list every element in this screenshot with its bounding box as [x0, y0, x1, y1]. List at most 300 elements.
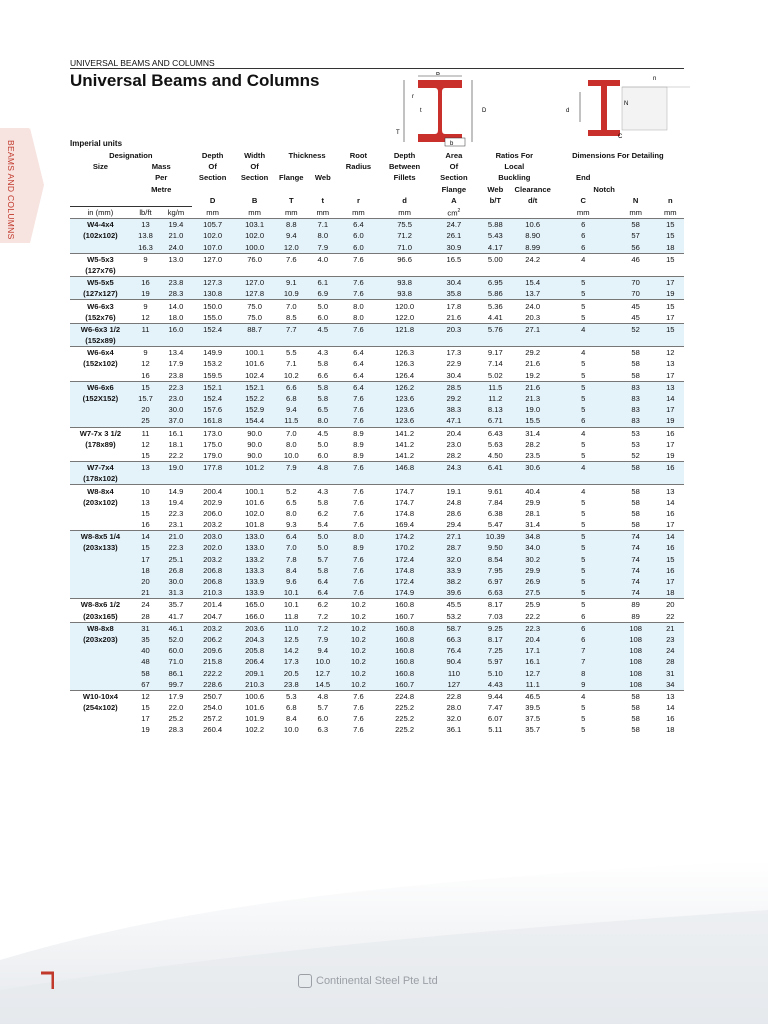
- designation-cell: [70, 565, 131, 576]
- designation-cell: W7-7x 3 1/2: [70, 427, 131, 439]
- value-cell: 30.6: [514, 462, 552, 474]
- value-cell: 86.1: [160, 667, 191, 678]
- value-cell: 71.0: [378, 242, 430, 254]
- value-cell: 25: [131, 415, 160, 427]
- value-cell: 74: [615, 554, 657, 565]
- designation-cell: [70, 656, 131, 667]
- value-cell: 215.8: [192, 656, 234, 667]
- value-cell: 5: [552, 288, 615, 300]
- value-cell: 206.8: [192, 565, 234, 576]
- value-cell: 102.0: [192, 230, 234, 241]
- table-row: [70, 656, 684, 667]
- value-cell: 206.2: [192, 634, 234, 645]
- value-cell: 166.0: [245, 611, 265, 621]
- value-cell: 58: [631, 714, 640, 724]
- value-cell: 8.8: [276, 219, 307, 231]
- value-cell: 210.3: [192, 587, 234, 599]
- value-cell: 16: [666, 508, 675, 518]
- value-cell: 23.8: [276, 679, 307, 691]
- value-cell: 10.1: [276, 587, 307, 599]
- value-cell: 24.3: [431, 462, 477, 474]
- value-cell: 9.25: [477, 622, 514, 634]
- value-cell: 15: [657, 300, 684, 312]
- value-cell: 7.6: [339, 690, 379, 702]
- value-cell: 29.9: [514, 565, 552, 576]
- value-cell: 8.0: [286, 439, 297, 449]
- value-cell: 153.2: [203, 359, 223, 369]
- value-cell: 6: [552, 219, 615, 231]
- table-row: [70, 679, 684, 691]
- value-cell: 11.5: [276, 415, 307, 427]
- value-cell: 7.6: [353, 714, 364, 724]
- value-cell: 224.8: [378, 690, 430, 702]
- table-row: [70, 288, 684, 300]
- value-cell: 38.3: [431, 404, 477, 415]
- value-cell: 10.0: [283, 450, 299, 460]
- value-cell: 173.0: [192, 427, 234, 439]
- value-cell: 101.6: [245, 359, 265, 369]
- value-cell: 70: [615, 288, 657, 300]
- value-cell: 14.0: [160, 300, 191, 312]
- dim-D-label: D: [482, 108, 487, 114]
- value-cell: 150.0: [192, 300, 234, 312]
- value-cell: 11: [131, 427, 160, 439]
- unit-cell: mm: [316, 207, 330, 217]
- value-cell: 53.2: [446, 611, 462, 621]
- value-cell: 9.50: [477, 542, 514, 553]
- value-cell: 5: [581, 439, 586, 449]
- value-cell: 108: [615, 634, 657, 645]
- value-cell: 30.9: [431, 242, 477, 254]
- value-cell: 152.1: [234, 381, 276, 393]
- value-cell: 89: [631, 611, 640, 621]
- symbol-cell: r: [356, 196, 360, 206]
- value-cell: 101.6: [245, 703, 265, 713]
- header-cell: Dimensions For Detailing: [572, 151, 664, 161]
- value-cell: 14.5: [307, 679, 338, 691]
- value-cell: [657, 335, 684, 347]
- value-cell: 7.6: [339, 554, 379, 565]
- value-cell: [514, 335, 552, 347]
- header-cell: Web: [314, 173, 331, 183]
- value-cell: 7.0: [276, 427, 307, 439]
- value-cell: 5.43: [477, 230, 514, 241]
- value-cell: 17: [666, 439, 675, 449]
- value-cell: 22.9: [446, 359, 462, 369]
- value-cell: 83: [615, 404, 657, 415]
- value-cell: 14: [657, 531, 684, 543]
- header-cell: Flange: [279, 173, 304, 183]
- value-cell: 99.7: [160, 679, 191, 691]
- value-cell: 160.8: [378, 599, 430, 611]
- symbol-cell: t: [321, 196, 325, 206]
- value-cell: 4: [552, 427, 615, 439]
- value-cell: 6.0: [317, 312, 329, 322]
- header-row-3: [70, 172, 684, 183]
- table-row: [70, 508, 684, 519]
- table-row: [70, 462, 684, 474]
- value-cell: 29.9: [525, 497, 541, 507]
- value-cell: 152.9: [234, 404, 276, 415]
- header-cell: Notch: [593, 184, 615, 194]
- value-cell: 4.8: [307, 690, 338, 702]
- value-cell: 17: [657, 277, 684, 289]
- value-cell: 5.8: [307, 381, 338, 393]
- value-cell: 16: [131, 277, 160, 289]
- value-cell: 23: [657, 634, 684, 645]
- header-cell: Metre: [151, 184, 172, 194]
- value-cell: 5.3: [276, 690, 307, 702]
- value-cell: 8.90: [514, 230, 552, 241]
- value-cell: 40.4: [514, 485, 552, 497]
- value-cell: 15: [657, 253, 684, 265]
- value-cell: 10.2: [339, 645, 379, 656]
- value-cell: 58: [631, 508, 640, 518]
- header-cell: Clearance: [514, 184, 551, 194]
- value-cell: 5.10: [477, 667, 514, 678]
- value-cell: 100.0: [234, 242, 276, 254]
- symbol-cell: N: [632, 196, 639, 206]
- table-row: [70, 542, 684, 553]
- value-cell: 83: [615, 393, 657, 404]
- value-cell: 9.44: [477, 690, 514, 702]
- value-cell: 16.0: [160, 323, 191, 335]
- value-cell: 4.50: [487, 450, 503, 460]
- value-cell: 206.8: [192, 576, 234, 587]
- value-cell: 10.2: [339, 656, 379, 667]
- value-cell: 29.2: [431, 393, 477, 404]
- i-beam-icon: [418, 80, 462, 142]
- value-cell: 5: [552, 300, 615, 312]
- value-cell: 34.0: [514, 542, 552, 553]
- page-corner-mark: [40, 970, 54, 990]
- table-row: [70, 485, 684, 497]
- running-header: UNIVERSAL BEAMS AND COLUMNS: [70, 58, 215, 68]
- value-cell: 177.8: [192, 462, 234, 474]
- value-cell: [192, 473, 234, 485]
- value-cell: 11: [131, 323, 160, 335]
- value-cell: 17: [666, 520, 675, 530]
- value-cell: 100.1: [234, 485, 276, 497]
- header-cell: Ratios For: [495, 151, 534, 161]
- value-cell: 13: [657, 485, 684, 497]
- value-cell: 6.63: [477, 587, 514, 599]
- value-cell: 9.4: [276, 230, 307, 241]
- value-cell: 4: [552, 485, 615, 497]
- value-cell: 7.6: [339, 576, 379, 587]
- value-cell: 8.9: [353, 450, 364, 460]
- value-cell: 5.36: [477, 300, 514, 312]
- value-cell: 123.6: [378, 393, 430, 404]
- value-cell: 8.0: [307, 230, 338, 241]
- value-cell: 5.02: [487, 370, 503, 380]
- unit-cell: mm: [352, 207, 365, 217]
- value-cell: 15: [657, 230, 684, 241]
- value-cell: 16: [657, 462, 684, 474]
- value-cell: 20: [131, 576, 160, 587]
- value-cell: 6.4: [276, 531, 307, 543]
- table-row: [70, 473, 684, 485]
- header-cell: Per: [155, 173, 168, 183]
- value-cell: 174.8: [395, 508, 415, 518]
- value-cell: 201.4: [192, 599, 234, 611]
- value-cell: 28.0: [446, 703, 462, 713]
- symbol-cell: d/t: [528, 196, 538, 206]
- value-cell: 6.97: [477, 576, 514, 587]
- value-cell: 225.2: [395, 725, 415, 735]
- table-row: [70, 576, 684, 587]
- designation-cell: (102x102): [70, 230, 131, 241]
- value-cell: 58: [631, 370, 640, 380]
- value-cell: 5: [552, 277, 615, 289]
- value-cell: [378, 265, 430, 277]
- value-cell: 40: [131, 645, 160, 656]
- value-cell: 58: [131, 667, 160, 678]
- value-cell: 58: [615, 219, 657, 231]
- header-cell: Section: [240, 173, 269, 183]
- value-cell: 19.2: [525, 370, 541, 380]
- value-cell: 70: [615, 277, 657, 289]
- value-cell: 7.2: [307, 622, 338, 634]
- value-cell: 225.2: [395, 703, 415, 713]
- header-cell: Section: [440, 173, 468, 183]
- designation-cell: W10-10x4: [70, 690, 131, 702]
- value-cell: 6.0: [317, 714, 329, 724]
- value-cell: [160, 335, 191, 347]
- value-cell: 19.0: [160, 462, 191, 474]
- value-cell: [552, 335, 615, 347]
- value-cell: 46.1: [160, 622, 191, 634]
- value-cell: 5: [552, 542, 615, 553]
- dim-N-label: N: [624, 101, 629, 107]
- value-cell: 12: [141, 439, 150, 449]
- header-cell: Thickness: [288, 151, 326, 161]
- symbol-cell: A: [451, 196, 457, 206]
- value-cell: 48: [131, 656, 160, 667]
- value-cell: 7.6: [339, 404, 379, 415]
- value-cell: 90.0: [247, 439, 262, 449]
- value-cell: 107.0: [192, 242, 234, 254]
- value-cell: 8: [552, 667, 615, 678]
- value-cell: 7.9: [307, 634, 338, 645]
- value-cell: 17.8: [431, 300, 477, 312]
- value-cell: 16.1: [160, 427, 191, 439]
- designation-cell: [70, 724, 131, 735]
- value-cell: 96.6: [378, 253, 430, 265]
- value-cell: 24: [131, 599, 160, 611]
- value-cell: 9.4: [307, 645, 338, 656]
- designation-cell: [70, 450, 131, 462]
- value-cell: 5: [552, 404, 615, 415]
- value-cell: 8.0: [339, 300, 379, 312]
- value-cell: 174.7: [395, 497, 415, 507]
- value-cell: 174.2: [378, 531, 430, 543]
- value-cell: 175.0: [203, 439, 223, 449]
- value-cell: 121.8: [378, 323, 430, 335]
- value-cell: [276, 335, 307, 347]
- dim-d-label: d: [566, 108, 570, 114]
- value-cell: 8.9: [339, 427, 379, 439]
- value-cell: 21.0: [160, 230, 191, 241]
- value-cell: 7.0: [276, 542, 307, 553]
- value-cell: 20.4: [431, 427, 477, 439]
- value-cell: 31.3: [160, 587, 191, 599]
- value-cell: [307, 335, 338, 347]
- value-cell: 160.8: [378, 622, 430, 634]
- value-cell: [234, 473, 276, 485]
- value-cell: 8.0: [339, 531, 379, 543]
- beam-section-diagram: [390, 72, 690, 152]
- value-cell: [477, 335, 514, 347]
- table-row: [70, 497, 684, 508]
- designation-cell: [70, 370, 131, 382]
- value-cell: 133.0: [234, 542, 276, 553]
- dim-T-label: T: [396, 130, 400, 136]
- header-cell: Depth: [393, 151, 416, 161]
- value-cell: 6.38: [487, 508, 503, 518]
- value-cell: 28: [141, 611, 150, 621]
- value-cell: 102.0: [245, 508, 265, 518]
- header-cell: Between: [388, 162, 421, 172]
- value-cell: 53: [615, 427, 657, 439]
- value-cell: 122.0: [395, 312, 415, 322]
- value-cell: 27.1: [431, 531, 477, 543]
- value-cell: 101.2: [234, 462, 276, 474]
- value-cell: 123.6: [378, 415, 430, 427]
- company-name: Continental Steel Pte Ltd: [316, 974, 438, 987]
- unit-cell: mm: [663, 207, 677, 217]
- value-cell: 5: [581, 370, 586, 380]
- value-cell: 52: [631, 450, 640, 460]
- header-cell: Of: [208, 162, 217, 172]
- value-cell: 88.7: [234, 323, 276, 335]
- value-cell: 6.4: [307, 587, 338, 599]
- value-cell: 13: [666, 359, 675, 369]
- value-cell: 20.4: [514, 634, 552, 645]
- value-cell: 38.2: [431, 576, 477, 587]
- dim-C-label: C: [618, 134, 623, 140]
- value-cell: 5.7: [317, 703, 329, 713]
- value-cell: 127.3: [192, 277, 234, 289]
- value-cell: 8.9: [339, 542, 379, 553]
- header-cell: Local: [504, 162, 525, 172]
- value-cell: 6.43: [477, 427, 514, 439]
- value-cell: 100.6: [234, 690, 276, 702]
- value-cell: 172.4: [378, 554, 430, 565]
- value-cell: 7.8: [276, 554, 307, 565]
- value-cell: 13.7: [514, 288, 552, 300]
- value-cell: 127.0: [192, 253, 234, 265]
- value-cell: 141.2: [378, 427, 430, 439]
- value-cell: 5.0: [307, 542, 338, 553]
- value-cell: 5: [581, 725, 586, 735]
- designation-cell: W8-8x4: [70, 485, 131, 497]
- unit-cell: $cm^2$: [447, 207, 461, 218]
- value-cell: 8.5: [286, 312, 297, 322]
- value-cell: 36.1: [446, 725, 462, 735]
- designation-cell: [70, 242, 131, 254]
- value-cell: 14: [666, 497, 675, 507]
- value-cell: 4.17: [477, 242, 514, 254]
- value-cell: 16: [657, 542, 684, 553]
- value-cell: 160.8: [378, 645, 430, 656]
- value-cell: 8.17: [477, 599, 514, 611]
- designation-cell: (203x165): [83, 611, 118, 621]
- value-cell: 22.0: [168, 703, 184, 713]
- value-cell: 7.6: [339, 323, 379, 335]
- symbol-cell: B: [251, 196, 258, 206]
- table-row: [70, 230, 684, 241]
- value-cell: 174.8: [378, 565, 430, 576]
- value-cell: [378, 335, 430, 347]
- value-cell: 6: [552, 415, 615, 427]
- value-cell: 58: [615, 347, 657, 359]
- value-cell: 8.13: [477, 404, 514, 415]
- value-cell: 24: [657, 645, 684, 656]
- value-cell: [339, 265, 379, 277]
- table-row: [70, 531, 684, 543]
- value-cell: 6.8: [286, 703, 297, 713]
- designation-cell: [70, 587, 131, 599]
- value-cell: 57: [615, 230, 657, 241]
- value-cell: 15: [657, 554, 684, 565]
- value-cell: 83: [615, 381, 657, 393]
- value-cell: 10.2: [339, 599, 379, 611]
- value-cell: 7.6: [339, 277, 379, 289]
- value-cell: 22.2: [168, 450, 184, 460]
- value-cell: 4: [552, 690, 615, 702]
- value-cell: 5.88: [477, 219, 514, 231]
- value-cell: 6.1: [307, 277, 338, 289]
- value-cell: 58: [631, 359, 640, 369]
- value-cell: 4.3: [307, 485, 338, 497]
- value-cell: 133.9: [234, 576, 276, 587]
- value-cell: 41.7: [168, 611, 184, 621]
- value-cell: 5.00: [477, 253, 514, 265]
- value-cell: 6.4: [339, 219, 379, 231]
- designation-cell: W8-8x8: [70, 622, 131, 634]
- value-cell: 126.4: [395, 370, 415, 380]
- value-cell: 101.8: [245, 520, 265, 530]
- value-cell: 8.9: [353, 439, 364, 449]
- value-cell: 9: [131, 300, 160, 312]
- value-cell: 179.0: [203, 450, 223, 460]
- value-cell: 6.8: [276, 393, 307, 404]
- designation-cell: W6-6x3 1/2: [70, 323, 131, 335]
- value-cell: 5.0: [307, 300, 338, 312]
- value-cell: 6.71: [477, 415, 514, 427]
- value-cell: 23.0: [160, 393, 191, 404]
- value-cell: 17.3: [431, 347, 477, 359]
- value-cell: [339, 335, 379, 347]
- value-cell: 5: [581, 497, 586, 507]
- value-cell: 31: [657, 667, 684, 678]
- value-cell: 10.2: [339, 679, 379, 691]
- value-cell: 31: [131, 622, 160, 634]
- designation-cell: [70, 508, 131, 519]
- value-cell: 133.2: [234, 554, 276, 565]
- table-row: [70, 404, 684, 415]
- value-cell: 22.8: [431, 690, 477, 702]
- value-cell: 24.0: [160, 242, 191, 254]
- value-cell: 204.3: [234, 634, 276, 645]
- header-cell: Root: [349, 151, 368, 161]
- value-cell: 16: [666, 714, 675, 724]
- designation-cell: [70, 576, 131, 587]
- value-cell: [276, 265, 307, 277]
- table-row: [70, 415, 684, 427]
- value-cell: 10.6: [514, 219, 552, 231]
